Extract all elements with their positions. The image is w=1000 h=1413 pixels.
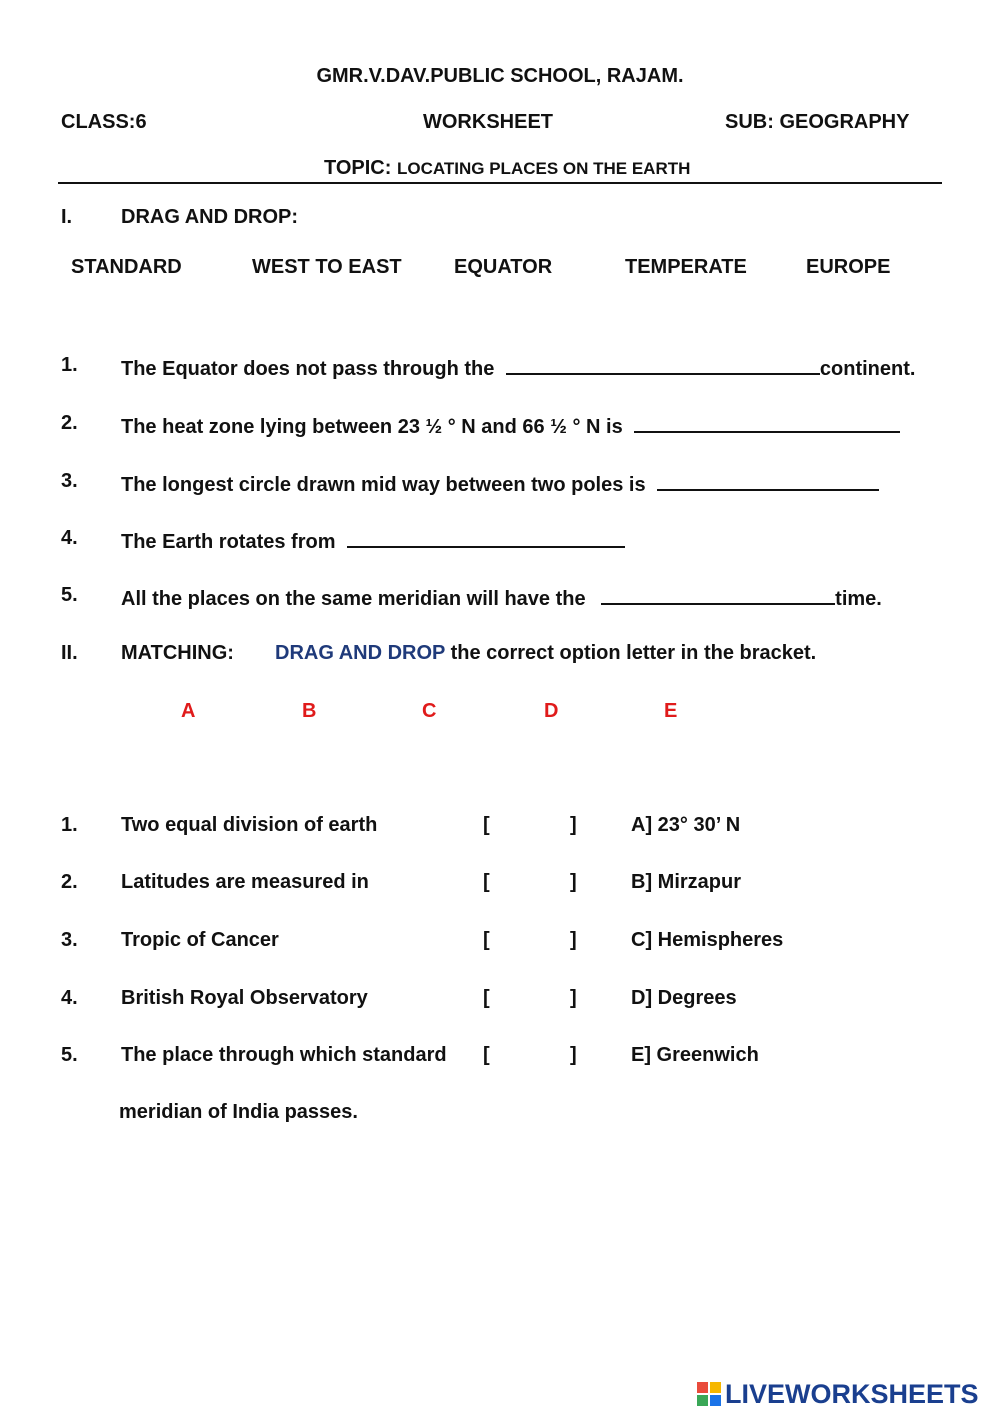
liveworksheets-logo — [697, 1378, 979, 1410]
word-bank-item[interactable]: STANDARD — [71, 256, 182, 278]
section1-numeral: I. — [61, 206, 73, 228]
logo-square — [710, 1382, 721, 1393]
match-bracket-close[interactable]: ] — [570, 929, 577, 951]
match-option: A] 23° 30’ N — [631, 814, 741, 836]
match-option: D] Degrees — [631, 987, 737, 1009]
match-number: 3. — [61, 929, 78, 951]
question-number: 3. — [61, 470, 78, 492]
answer-blank[interactable] — [657, 471, 879, 491]
instruction-highlight: DRAG AND DROP — [275, 642, 446, 664]
question-text: The heat zone lying between 23 ½ ° N and 66 ½ ° N is — [121, 416, 623, 438]
match-left-text: Latitudes are measured in — [121, 871, 369, 893]
topic-line — [324, 158, 690, 178]
logo-square — [710, 1395, 721, 1406]
match-number: 1. — [61, 814, 78, 836]
question-text: All the places on the same meridian will have the — [121, 588, 586, 610]
question-text: The Equator does not pass through the — [121, 358, 495, 380]
option-letter[interactable]: A — [181, 700, 196, 722]
answer-blank[interactable] — [347, 528, 625, 548]
question-text: The Earth rotates from — [121, 531, 336, 553]
match-left-text: Two equal division of earth — [121, 814, 378, 836]
answer-blank[interactable] — [634, 413, 900, 433]
word-bank-item[interactable]: EQUATOR — [454, 256, 553, 278]
worksheet-label: WORKSHEET — [423, 111, 553, 133]
logo-text: LIVEWORKSHEETS — [725, 1378, 979, 1409]
match-option: B] Mirzapur — [631, 871, 741, 893]
question-row — [121, 471, 879, 495]
option-letter[interactable]: E — [664, 700, 678, 722]
header-divider — [58, 182, 942, 184]
match-bracket-open[interactable]: [ — [483, 871, 490, 893]
question-number: 2. — [61, 412, 78, 434]
match-bracket-close[interactable]: ] — [570, 1044, 577, 1066]
answer-blank[interactable] — [601, 585, 835, 605]
question-row — [121, 413, 900, 437]
topic-value: LOCATING PLACES ON THE EARTH — [396, 159, 691, 178]
section2-instruction — [275, 643, 816, 663]
match-number: 2. — [61, 871, 78, 893]
liveworksheets-logo-icon — [697, 1382, 721, 1406]
option-letter[interactable]: D — [544, 700, 559, 722]
section1-title: DRAG AND DROP: — [121, 206, 299, 228]
word-bank-item[interactable]: EUROPE — [806, 256, 891, 278]
word-bank-item[interactable]: WEST TO EAST — [252, 256, 402, 278]
match-left-text: British Royal Observatory — [121, 987, 368, 1009]
subject-label: SUB: GEOGRAPHY — [725, 111, 910, 133]
answer-blank[interactable] — [506, 355, 820, 375]
match-option: E] Greenwich — [631, 1044, 759, 1066]
match-number: 4. — [61, 987, 78, 1009]
question-number: 4. — [61, 527, 78, 549]
topic-label: TOPIC: — [324, 157, 392, 179]
question-row — [121, 528, 625, 552]
match-bracket-open[interactable]: [ — [483, 814, 490, 836]
match-bracket-close[interactable]: ] — [570, 814, 577, 836]
match-left-text: The place through which standard — [121, 1044, 447, 1066]
question-text-after: continent. — [819, 358, 916, 380]
match-option: C] Hemispheres — [631, 929, 784, 951]
match-bracket-close[interactable]: ] — [570, 871, 577, 893]
section2-title: MATCHING: — [121, 642, 234, 664]
word-bank-item[interactable]: TEMPERATE — [625, 256, 747, 278]
school-name: GMR.V.DAV.PUBLIC SCHOOL, RAJAM. — [316, 65, 684, 87]
option-letter[interactable]: C — [422, 700, 437, 722]
class-label: CLASS:6 — [61, 111, 147, 133]
question-row — [121, 355, 915, 379]
match-bracket-open[interactable]: [ — [483, 929, 490, 951]
match-bracket-open[interactable]: [ — [483, 1044, 490, 1066]
match-bracket-open[interactable]: [ — [483, 987, 490, 1009]
question-text-after: time. — [835, 588, 882, 610]
option-letter[interactable]: B — [302, 700, 317, 722]
match-number: 5. — [61, 1044, 78, 1066]
question-row — [121, 585, 882, 609]
question-number: 1. — [61, 354, 78, 376]
instruction-text: the correct option letter in the bracket. — [450, 642, 817, 664]
logo-square — [697, 1395, 708, 1406]
question-number: 5. — [61, 584, 78, 606]
match-left-continuation: meridian of India passes. — [119, 1101, 358, 1123]
match-bracket-close[interactable]: ] — [570, 987, 577, 1009]
section2-numeral: II. — [61, 642, 78, 664]
logo-square — [697, 1382, 708, 1393]
question-text: The longest circle drawn mid way between two poles is — [121, 474, 646, 496]
match-left-text: Tropic of Cancer — [121, 929, 279, 951]
